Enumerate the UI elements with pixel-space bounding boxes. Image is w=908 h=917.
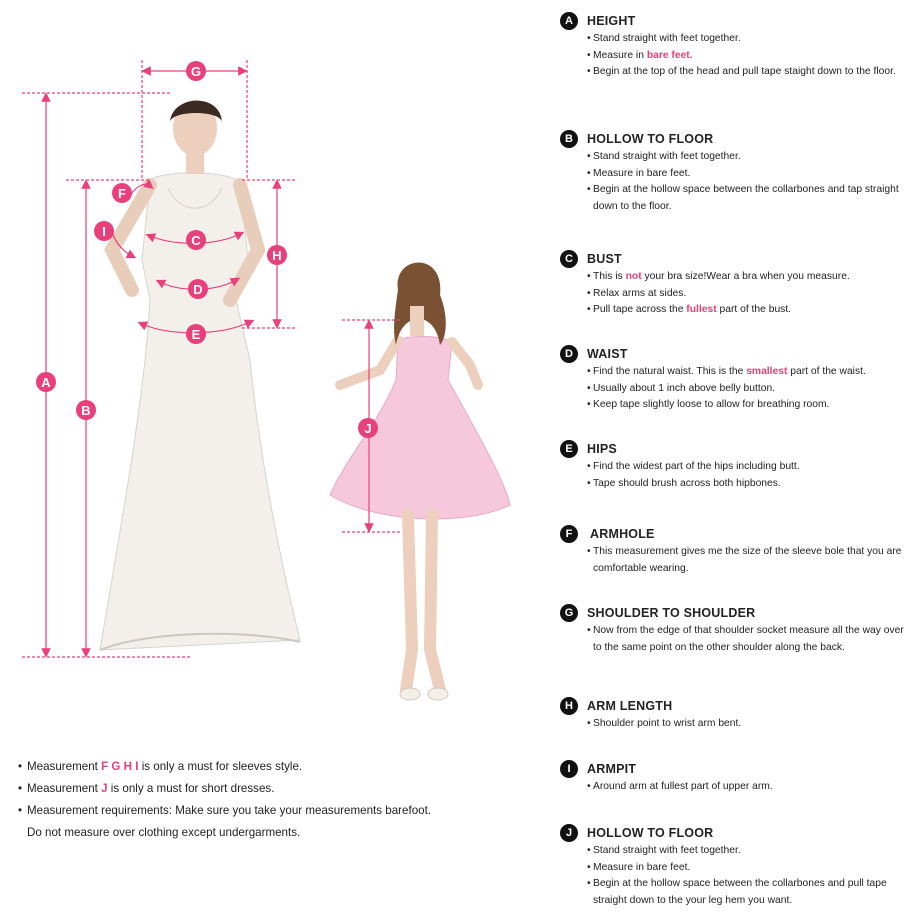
svg-text:J: J [364,421,372,436]
text-run: Measurement requirements: Make sure you take your measurements barefoot. [27,804,432,817]
bullet-item [560,623,905,656]
highlight-text: not [625,271,642,282]
bullet-item [560,459,905,476]
bullet-dot-icon: • [587,271,591,282]
bullet-list [560,779,905,796]
text-run: Usually about 1 inch above belly button. [593,382,776,394]
section-title: HOLLOW TO FLOOR [587,132,714,146]
letter-badge: D [560,345,578,363]
section-hollow-to-floor [560,129,905,215]
letter-badge: A [560,12,578,30]
text-run: is only a must for short dresses. [107,782,275,795]
section-header [560,344,905,364]
section-title: HEIGHT [587,14,636,28]
bullet-dot-icon: • [587,861,591,873]
bullet-item [560,302,905,319]
marker-D [188,279,208,299]
bullet-dot-icon: • [587,461,591,472]
section-header [560,129,905,149]
note-item [18,800,538,822]
bullet-dot-icon: • [587,718,591,729]
text-run: Measure in [593,49,647,61]
bullet-list [560,459,905,492]
text-run: This is [593,271,626,282]
section-title: HIPS [587,442,617,456]
text-run: part of the bust. [716,304,792,315]
text-run: part of the waist. [787,366,866,377]
text-run: Shoulder point to wrist arm bent. [593,718,742,729]
section-hollow-to-floor-short [560,823,905,909]
bullet-item [560,476,905,493]
text-run: Measurement [27,782,102,795]
text-run: Measure in bare feet. [593,861,691,873]
section-header [560,11,905,31]
text-run: Begin at the hollow space between the collarbones and pull tape straight down to the your leg hem you want. [593,878,887,906]
bullet-dot-icon: • [18,760,23,773]
text-run: Tape should brush across both hipbones. [593,477,781,489]
bullet-dot-icon: • [587,33,591,44]
text-run: Do not measure over clothing except undergarments. [27,826,301,839]
svg-text:I: I [102,224,106,239]
bullet-dot-icon: • [587,151,591,162]
section-header [560,696,905,716]
bullet-item [560,716,905,733]
bullet-dot-icon: • [587,366,591,377]
highlight-text: fullest [686,304,717,315]
section-armpit [560,759,905,796]
section-header [560,524,905,544]
section-arm-length [560,696,905,733]
section-title: ARM LENGTH [587,699,673,713]
bullet-list [560,843,905,909]
highlight-text: J [101,782,108,795]
section-header [560,439,905,459]
text-run: Begin at the hollow space between the collarbones and tap straight down to the floor. [593,184,899,212]
marker-C [186,230,206,250]
measurement-notes [18,756,538,844]
marker-B [76,400,96,420]
section-armhole [560,524,905,577]
marker-I [94,221,114,241]
marker-H [267,245,287,265]
note-item [18,822,538,844]
letter-badge: I [560,760,578,778]
section-title: SHOULDER TO SHOULDER [587,606,756,620]
bullet-list [560,31,905,81]
bullet-dot-icon: • [587,184,591,195]
bullet-dot-icon: • [587,304,591,315]
bullet-item [560,64,905,81]
bullet-item [560,149,905,166]
svg-text:E: E [191,327,201,342]
party-dress-figure [330,263,510,701]
section-header [560,759,905,779]
bullet-dot-icon: • [587,287,591,299]
text-run: Stand straight with feet together. [593,845,741,856]
bullet-dot-icon: • [587,477,591,489]
bullet-item [560,48,905,65]
section-waist [560,344,905,414]
text-run: Measure in bare feet. [593,167,691,179]
measurement-illustration [0,0,540,740]
section-header [560,603,905,623]
letter-badge: B [560,130,578,148]
text-run: Find the natural waist. This is the [593,366,747,377]
svg-text:F: F [118,186,126,201]
bullet-dot-icon: • [587,546,591,557]
bullet-dot-icon: • [18,782,23,795]
bullet-dot-icon: • [587,66,591,77]
section-shoulder-to-shoulder [560,603,905,656]
bullet-dot-icon: • [587,845,591,856]
highlight-text: smallest [746,366,788,377]
section-header [560,249,905,269]
bullet-item [560,166,905,183]
letter-badge: H [560,697,578,715]
note-item [18,778,538,800]
text-run: Find the widest part of the hips including butt. [593,461,800,472]
section-hips [560,439,905,492]
text-run: This measurement gives me the size of the sleeve bole that you are comfortable wearing. [593,546,902,574]
text-run: Measurement [27,760,102,773]
section-title: ARMPIT [587,762,637,776]
svg-text:C: C [191,233,201,248]
bullet-list [560,623,905,656]
bullet-item [560,286,905,303]
svg-text:G: G [190,64,202,79]
section-height [560,11,905,81]
bullet-dot-icon: • [18,804,23,817]
text-run: Begin at the top of the head and pull tape staight down to the floor. [593,66,896,77]
letter-badge: G [560,604,578,622]
text-run: Stand straight with feet together. [593,151,741,162]
section-title: WAIST [587,347,628,361]
marker-E [186,324,206,344]
marker-A [36,372,56,392]
wedding-dress-figure [100,100,300,650]
bullet-item [560,860,905,877]
letter-badge: J [560,824,578,842]
bullet-dot-icon: • [587,167,591,179]
marker-G [186,61,206,81]
text-run: your bra size!Wear a bra when you measure. [641,271,850,282]
bullet-item [560,381,905,398]
bullet-dot-icon: • [587,399,591,410]
note-item [18,756,538,778]
text-run: Relax arms at sides. [593,287,687,299]
section-title: BUST [587,252,622,266]
text-run: Around arm at fullest part of upper arm. [593,781,773,792]
bullet-item [560,544,905,577]
highlight-text: F G H I [101,760,139,773]
bullet-list [560,149,905,215]
bullet-item [560,182,905,215]
text-run: Stand straight with feet together. [593,33,741,44]
bullet-list [560,716,905,733]
bullet-list [560,364,905,414]
highlight-text: bare feet. [646,49,693,61]
text-run: is only a must for sleeves style. [138,760,303,773]
letter-badge: C [560,250,578,268]
section-title: ARMHOLE [590,527,655,541]
section-bust [560,249,905,319]
marker-F [112,183,132,203]
letter-badge: F [560,525,578,543]
bullet-dot-icon: • [587,625,591,636]
text-run: Keep tape slightly loose to allow for breathing room. [593,399,830,410]
svg-text:B: B [81,403,91,418]
bullet-item [560,364,905,381]
bullet-item [560,779,905,796]
bullet-dot-icon: • [587,781,591,792]
svg-text:A: A [41,375,51,390]
svg-text:D: D [193,282,203,297]
section-title: HOLLOW TO FLOOR [587,826,714,840]
bullet-list [560,269,905,319]
svg-text:H: H [272,248,282,263]
bullet-dot-icon: • [587,382,591,394]
bullet-item [560,843,905,860]
bullet-list [560,544,905,577]
bullet-item [560,876,905,909]
letter-badge: E [560,440,578,458]
section-header [560,823,905,843]
bullet-item [560,269,905,286]
marker-J [358,418,378,438]
bullet-dot-icon: • [587,878,591,889]
text-run: Now from the edge of that shoulder socket measure all the way over to the same point on the other shoulder along the back. [593,625,904,653]
bullet-item [560,31,905,48]
text-run: Pull tape across the [593,304,687,315]
bullet-item [560,397,905,414]
bullet-dot-icon: • [587,49,591,61]
